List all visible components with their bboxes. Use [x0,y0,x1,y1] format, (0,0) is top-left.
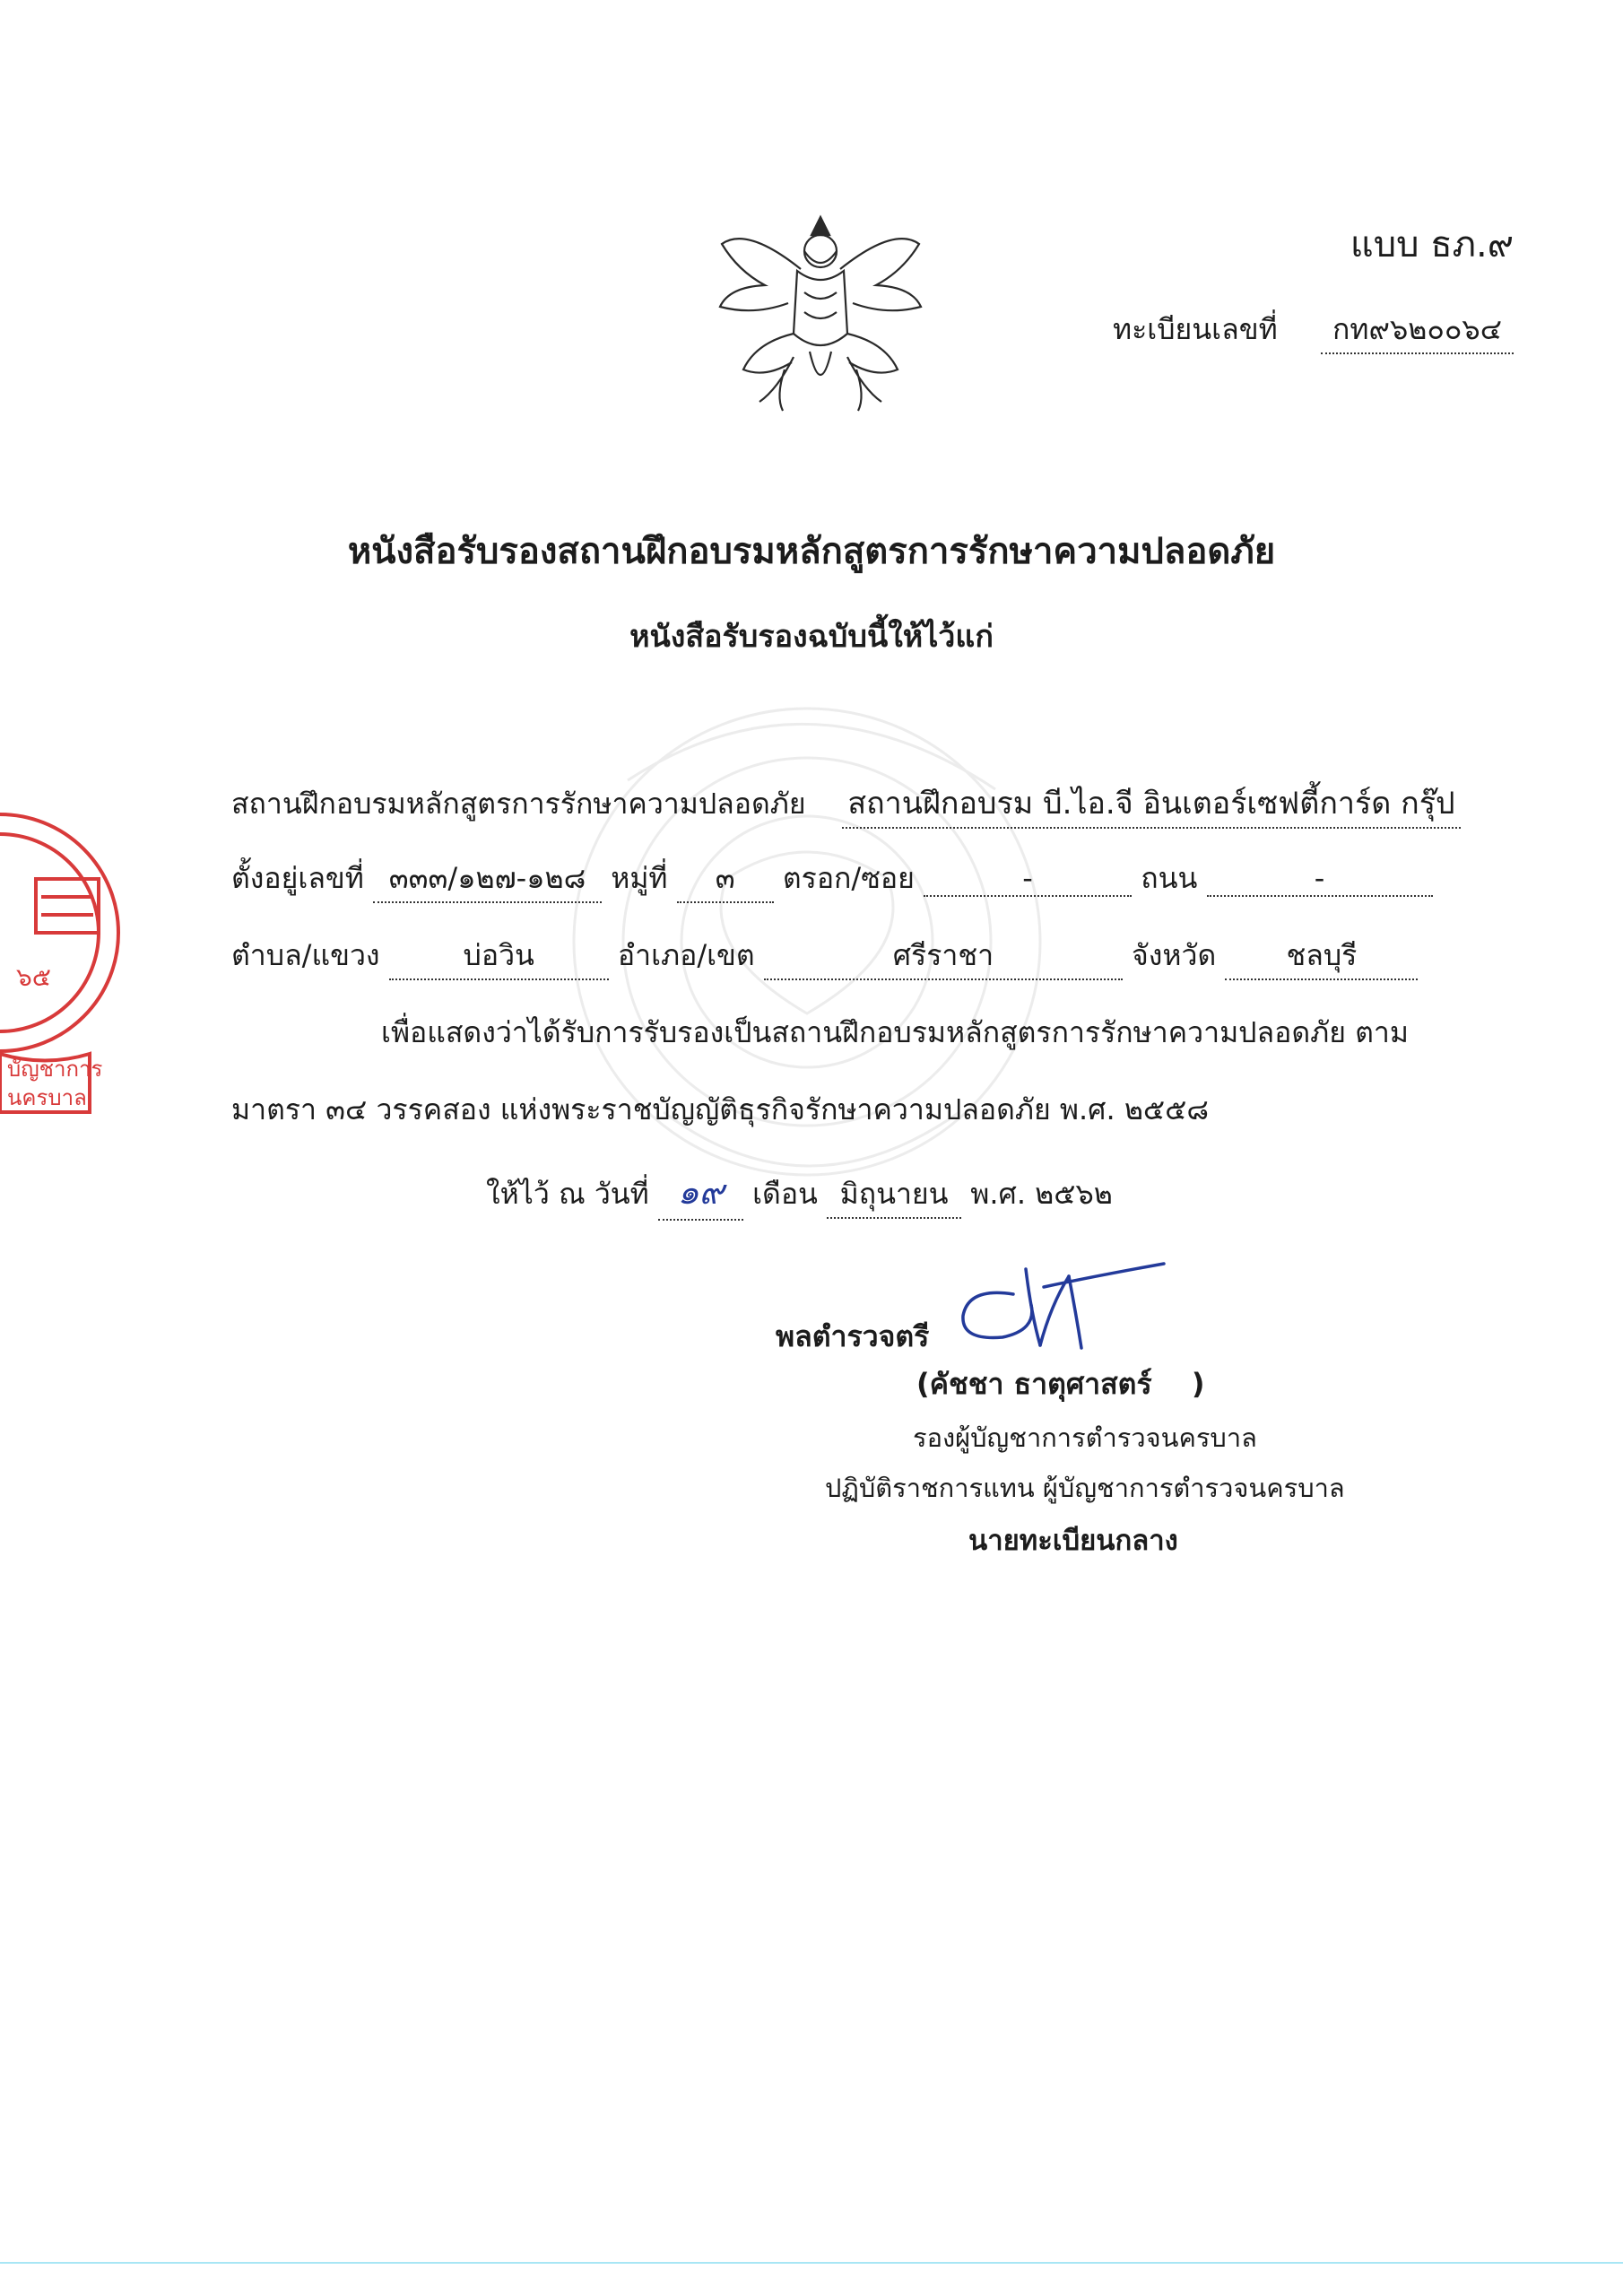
location-row [231,933,1418,980]
red-stamp [0,798,135,1121]
date-year: ๒๕๖๒ [1035,1177,1113,1211]
road-value: - [1207,861,1433,897]
moo-label: หมู่ที่ [611,861,668,895]
signer-name-line [916,1361,1205,1407]
stamp-number: ๖๕ [16,962,51,992]
signer-name: คัชชา ธาตุศาสตร์ [929,1367,1152,1401]
province-label: จังหวัด [1132,938,1217,972]
close-paren: ) [1191,1367,1205,1401]
signer-rank: พลตำรวจตรี [776,1319,930,1353]
road-label: ถนน [1141,861,1198,895]
address-label: ตั้งอยู่เลขที่ [231,861,364,895]
amphoe-value: ศรีราชา [764,933,1123,980]
moo-value: ๓ [677,856,774,903]
body-line-2: มาตรา ๓๔ วรรคสอง แห่งพระราชบัญญัติธุรกิจรักษาความปลอดภัย พ.ศ. ๒๕๕๘ [231,1092,1210,1126]
registration-number-line [1113,307,1514,354]
bottom-scan-line [0,2262,1623,2264]
signer-position-1: รองผู้บัญชาการตำรวจนครบาล [913,1422,1257,1453]
form-code: แบบ ธภ.๙ [1350,224,1514,265]
amphoe-label: อำเภอ/เขต [617,938,755,972]
address-number: ๓๓๓/๑๒๗-๑๒๘ [373,856,602,903]
stamp-text-2: นครบาล [7,1085,87,1110]
document-title: หนังสือรับรองสถานฝึกอบรมหลักสูตรการรักษาความปลอดภัย [347,531,1276,572]
address-row [231,856,1433,903]
given-label: ให้ไว้ ณ วันที่ [486,1177,649,1211]
institute-name: สถานฝึกอบรม บี.ไอ.จี อินเตอร์เซฟตี้การ์ด กรุ๊ป [842,778,1461,829]
date-day: ๑๙ [658,1164,743,1221]
date-month: มิถุนายน [827,1171,961,1219]
soi-value: - [924,861,1132,897]
date-row [486,1164,1113,1221]
tambon-label: ตำบล/แขวง [231,938,380,972]
institute-row [231,778,1461,829]
soi-label: ตรอก/ซอย [782,861,915,895]
year-label: พ.ศ. [970,1177,1026,1211]
province-value: ชลบุรี [1225,933,1418,980]
document-subtitle: หนังสือรับรองฉบับนี้ให้ไว้แก่ [629,619,994,655]
stamp-text-1: บัญชาการ [7,1057,103,1082]
open-paren: ( [916,1367,930,1401]
registration-label: ทะเบียนเลขที่ [1112,312,1278,346]
garuda-emblem [711,199,931,419]
signer-position-3: นายทะเบียนกลาง [968,1525,1178,1557]
tambon-value: บ่อวิน [389,933,609,980]
handwritten-signature [950,1251,1170,1363]
signer-position-2: ปฏิบัติราชการแทน ผู้บัญชาการตำรวจนครบาล [825,1473,1345,1503]
body-line-1: เพื่อแสดงว่าได้รับการรับรองเป็นสถานฝึกอบรมหลักสูตรการรักษาความปลอดภัย ตาม [381,1015,1409,1049]
month-label: เดือน [752,1177,818,1211]
registration-number: กท๙๖๒๐๐๖๔ [1321,307,1514,354]
institute-label: สถานฝึกอบรมหลักสูตรการรักษาความปลอดภัย [231,787,806,821]
